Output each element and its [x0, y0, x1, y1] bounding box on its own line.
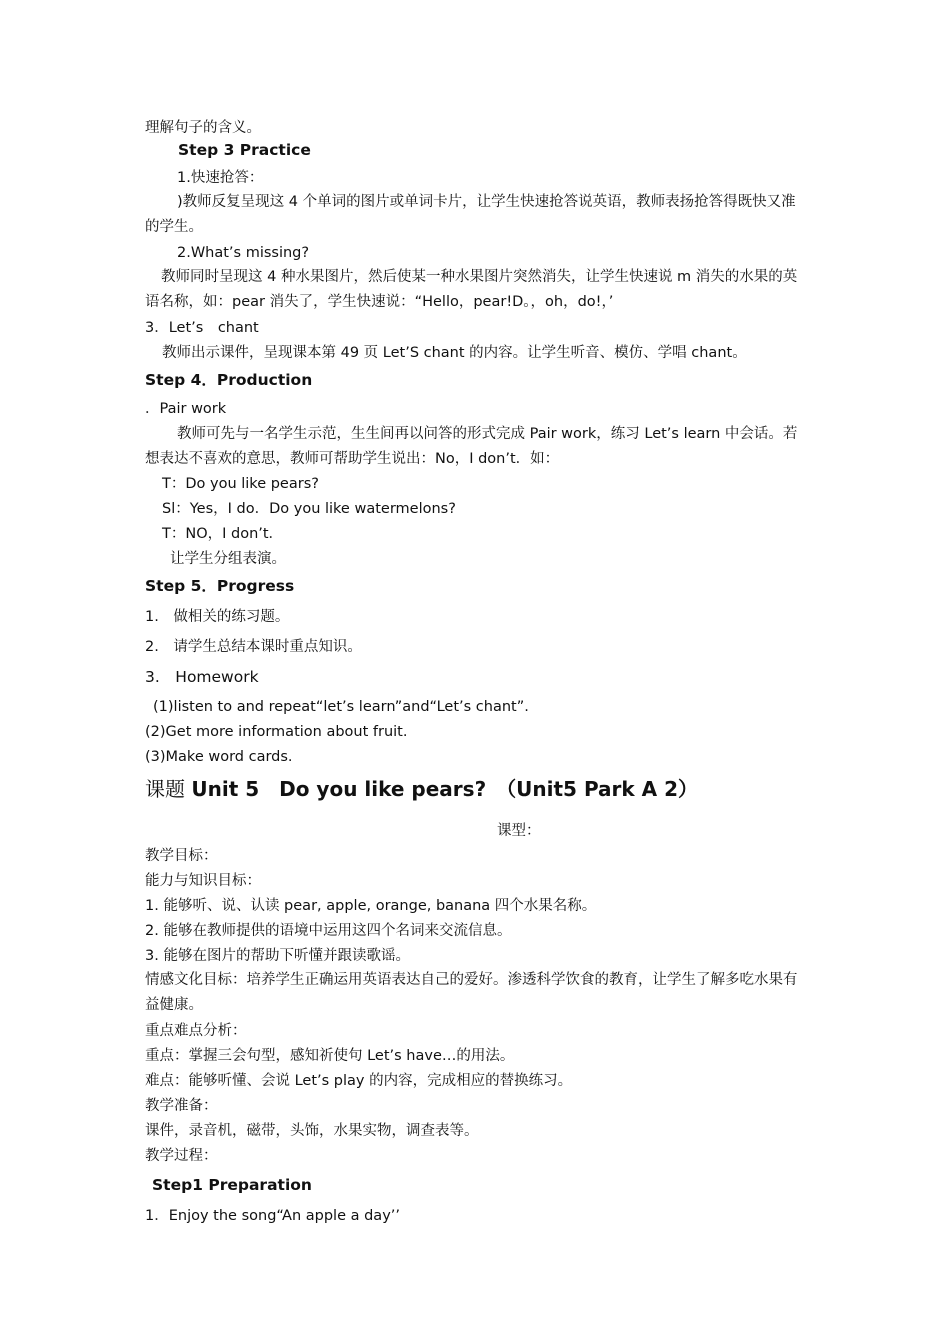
text-line: 重点难点分析： [145, 1023, 247, 1039]
list-item: 1. 做相关的练习题。 [145, 609, 290, 625]
text-line: 2.What’s missing? [177, 245, 310, 261]
step-heading: Step1 Preparation [152, 1176, 312, 1194]
list-item: 2. 请学生总结本课时重点知识。 [145, 639, 362, 655]
paragraph: 教师可先与一名学生示范，生生间再以问答的形式完成 Pair work，练习 Let’s learn 中会话。若想表达不喜欢的意思，教师可帮助学生说出：No，I don’t．如： [145, 426, 798, 467]
paragraph: )教师反复呈现这 4 个单词的图片或单词卡片，让学生快速抢答说英语，教师表扬抢答得既快又准的学生。 [145, 194, 796, 235]
text-line: 教学准备： [145, 1098, 218, 1114]
text-line: 能力与知识目标： [145, 873, 261, 889]
step-heading: Step 5．Progress [145, 577, 295, 595]
text-line: 1．Enjoy the song“An apple a day’’ [145, 1208, 400, 1224]
dialogue-line: Sl：Yes，I do．Do you like watermelons? [162, 501, 456, 517]
list-item: 2. 能够在教师提供的语境中运用这四个名词来交流信息。 [145, 923, 512, 939]
text-line: 难点：能够听懂、会说 Let’s play 的内容，完成相应的替换练习。 [145, 1073, 573, 1089]
lesson-title [145, 776, 810, 802]
dialogue-line: T：NO，I don’t． [162, 526, 284, 542]
text-line: 让学生分组表演。 [170, 551, 286, 567]
lesson-type: 课型： [497, 823, 541, 839]
paragraph: 教师同时呈现这 4 种水果图片，然后使某一种水果图片突然消失，让学生快速说 m 消失的水果的英语名称，如：pear 消失了，学生快速说：“Hello，pear!D。，oh，do!，’ [145, 269, 798, 310]
text-line: 理解句子的含义。 [145, 120, 261, 136]
text-line: 1.快速抢答： [177, 170, 264, 186]
text-line: ．Pair work [145, 401, 227, 417]
dialogue-line: T：Do you like pears? [162, 476, 319, 492]
step-heading: Step 4．Production [145, 371, 313, 389]
title-unit: Unit 5 Do you like pears? （Unit5 Park A 2） [191, 777, 699, 801]
text-line: 教学过程： [145, 1148, 218, 1164]
list-item: 3. Homework [145, 668, 259, 686]
homework-item: (3)Make word cards. [145, 749, 293, 765]
text-line: 教师出示课件，呈现课本第 49 页 Let’S chant 的内容。让学生听音、模仿、学唱 chant。 [162, 345, 747, 361]
text-line: 重点：掌握三会句型，感知祈使句 Let’s have…的用法。 [145, 1048, 515, 1064]
text-line: 教学目标： [145, 848, 218, 864]
paragraph: 情感文化目标：培养学生正确运用英语表达自己的爱好。渗透科学饮食的教育，让学生了解多吃水果有益健康。 [145, 972, 798, 1013]
list-item: 1. 能够听、说、认读 pear, apple, orange, banana 四个水果名称。 [145, 898, 597, 914]
homework-item: (1)listen to and repeat“let’s learn”and“Let’s chant”. [153, 699, 529, 715]
title-prefix: 课题 [145, 777, 192, 801]
homework-item: (2)Get more information about fruit. [145, 724, 408, 740]
text-line: 课件，录音机，磁带，头饰，水果实物，调查表等。 [145, 1123, 479, 1139]
text-line: 3．Let’s chant [145, 320, 259, 336]
step-heading: Step 3 Practice [178, 141, 311, 159]
list-item: 3. 能够在图片的帮助下听懂并跟读歌谣。 [145, 948, 410, 964]
